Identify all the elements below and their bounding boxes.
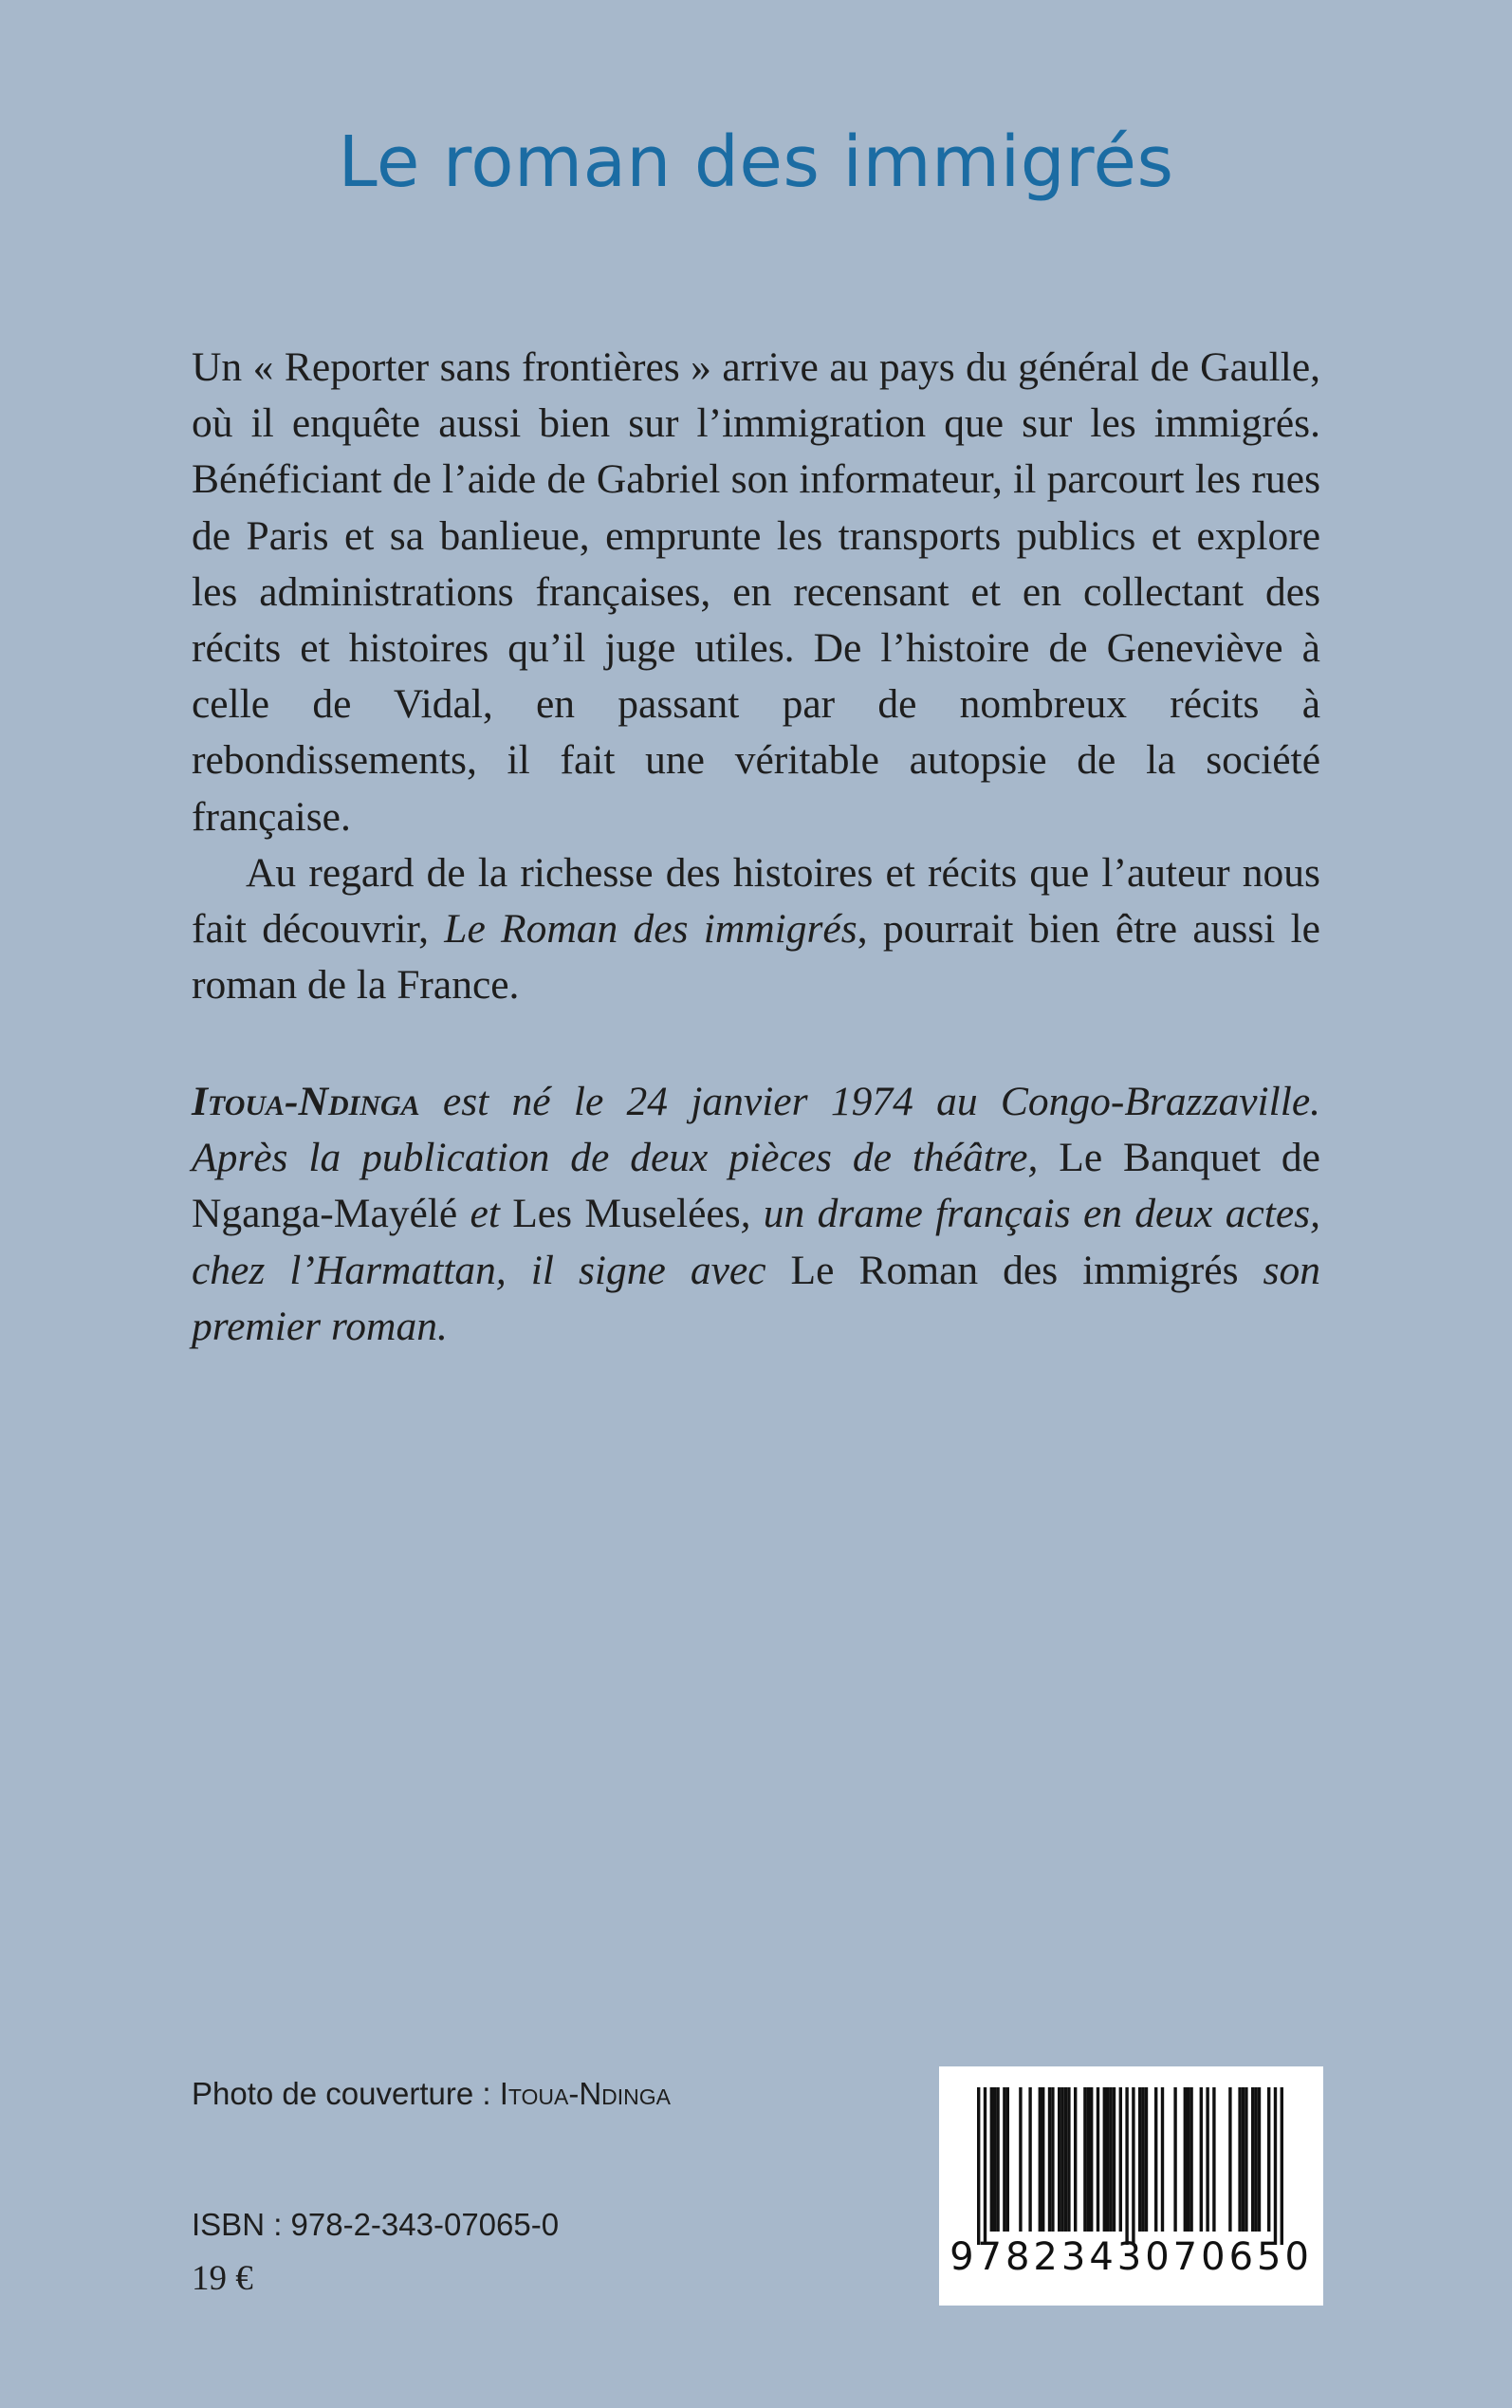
barcode-bar [1109, 2087, 1112, 2232]
bio-part-3: , un drame français en deux actes, chez l’Harmattan, il signe avec [192, 1191, 1320, 1293]
summary-p2-after: , pourrait bien être aussi le roman de la France. [192, 906, 1320, 1009]
barcode-bar [1154, 2087, 1157, 2232]
barcode-bar [1119, 2087, 1122, 2232]
barcode-bar [1028, 2087, 1031, 2232]
barcode-bar [1083, 2087, 1086, 2232]
barcode-bar [1274, 2087, 1277, 2245]
bio-part-4: son premier roman. [192, 1247, 1320, 1349]
barcode-bar [1251, 2087, 1254, 2232]
barcode-bar [1125, 2087, 1128, 2245]
barcode [939, 2066, 1323, 2306]
barcode-bar [1212, 2087, 1215, 2232]
barcode-bar [1258, 2087, 1261, 2232]
bio-work-3: Le Roman des immigrés [790, 1247, 1239, 1293]
summary-p2-title: Le Roman des immigrés [444, 906, 857, 953]
photo-credit-author: Itoua-Ndinga [499, 2076, 672, 2111]
barcode-bar [1200, 2087, 1203, 2232]
barcode-bar [1067, 2087, 1070, 2232]
author-bio [192, 1074, 1320, 1355]
barcode-bar [984, 2087, 986, 2245]
barcode-bar [1161, 2087, 1164, 2232]
barcode-bar [1103, 2087, 1106, 2232]
bio-part-2: et [457, 1191, 513, 1237]
barcode-bar [1145, 2087, 1148, 2232]
bio-work-1: Le Banquet de Nganga-Mayélé [192, 1135, 1320, 1237]
barcode-bar [1039, 2087, 1042, 2232]
author-name: Itoua-Ndinga [192, 1079, 420, 1124]
isbn: ISBN : 978-2-343-07065-0 [192, 2207, 560, 2242]
barcode-digits: 9782343070650 [950, 2235, 1313, 2279]
barcode-bar [1058, 2087, 1060, 2232]
barcode-bar [1051, 2087, 1054, 2232]
summary-paragraph-2 [192, 845, 1320, 1014]
barcode-bar [1189, 2087, 1192, 2232]
barcode-bar [1006, 2087, 1009, 2232]
bio-part-1: est né le 24 janvier 1974 au Congo-Brazzaville. Après la publication de deux pièces de théâtre, [192, 1079, 1320, 1181]
barcode-bar [1238, 2087, 1241, 2232]
barcode-bar [1245, 2087, 1247, 2232]
barcode-bar [1106, 2087, 1109, 2232]
barcode-bar [1228, 2087, 1231, 2232]
barcode-bar [1087, 2087, 1090, 2232]
barcode-bar [1042, 2087, 1044, 2232]
book-title: Le roman des immigrés [338, 121, 1174, 203]
summary-p2-before: Au regard de la richesse des histoires et récits que l’auteur nous fait découvrir, [192, 849, 1320, 953]
price: 19 € [192, 2259, 253, 2298]
barcode-bar [996, 2087, 999, 2232]
photo-credit-label: Photo de couverture : [192, 2076, 500, 2111]
barcode-bar [1019, 2087, 1022, 2232]
barcode-bar [993, 2087, 996, 2232]
barcode-bar [1090, 2087, 1093, 2232]
barcode-bar [1206, 2087, 1208, 2232]
barcode-bar [1097, 2087, 1099, 2232]
barcode-bar [1113, 2087, 1116, 2232]
barcode-bar [1267, 2087, 1270, 2232]
summary-paragraph-1: Un « Reporter sans frontières » arrive au pays du général de Gaulle, où il enquête aussi bien sur l’immigration que sur les immigrés. Bénéficiant de l’aide de Gabriel son informateur, il parcourt les rues de Paris et sa banlieue, emprunte les transports publics et explore les administrations françaises, en recensant et en collectant des récits et histoires qu’il juge utiles. De l’histoire de Geneviève à celle de Vidal, en passant par de nombreux récits à rebondissements, il fait une véritable autopsie de la société française. [192, 344, 1320, 840]
barcode-bar [1184, 2087, 1187, 2232]
barcode-bar [1132, 2087, 1134, 2245]
bio-work-2: Les Muselées [512, 1191, 741, 1237]
barcode-bar [1060, 2087, 1063, 2232]
barcode-bar [1173, 2087, 1176, 2232]
barcode-bar [1074, 2087, 1077, 2232]
barcode-bar [1048, 2087, 1051, 2232]
barcode-bar [1064, 2087, 1067, 2232]
summary-text [192, 340, 1320, 1013]
barcode-bar [990, 2087, 993, 2232]
barcode-bar [1187, 2087, 1189, 2232]
barcode-bar [1242, 2087, 1245, 2232]
barcode-bar [1141, 2087, 1144, 2232]
barcode-bar [1138, 2087, 1141, 2232]
barcode-bar [1254, 2087, 1257, 2232]
barcode-bar [977, 2087, 980, 2245]
photo-credit [192, 2076, 671, 2112]
barcode-bar [1003, 2087, 1005, 2232]
barcode-bar [1281, 2087, 1283, 2245]
